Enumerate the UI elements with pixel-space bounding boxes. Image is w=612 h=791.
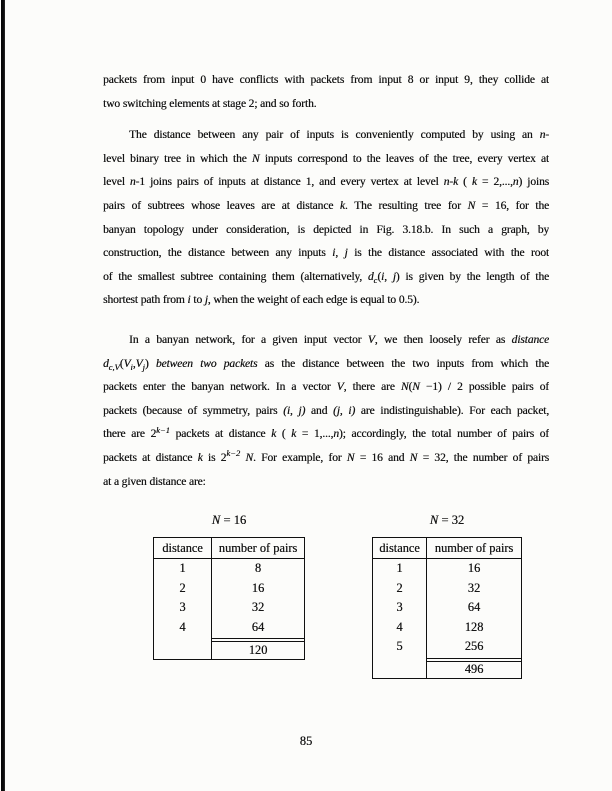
text-segment: )	[144, 356, 156, 370]
text-segment: n	[539, 128, 546, 142]
distance-cell: 3	[179, 600, 186, 615]
text-segment: . For example, for	[253, 450, 347, 464]
text-segment: n	[129, 175, 136, 189]
distance-cell: 3	[396, 600, 403, 615]
tables-row	[0, 512, 612, 712]
text-segment: packets from input 0 have conflicts with packets from input 8 or input 9, they collide at	[103, 73, 549, 86]
text-segment: level binary tree in which the	[103, 151, 252, 165]
empty-cell	[373, 657, 426, 679]
text-segment: inputs correspond to the leaves of the tree, every vertex at	[259, 151, 549, 165]
text-segment: = 16	[220, 513, 247, 527]
text-segment: N	[412, 380, 420, 394]
table-n32-body	[373, 559, 521, 678]
distance-cell: 5	[396, 639, 403, 654]
table-n16-grid	[153, 537, 305, 660]
empty-cell	[154, 637, 211, 659]
text-segment: distance	[511, 332, 549, 346]
text-line	[103, 194, 549, 218]
text-segment: are indistinguishable). For each packet,	[355, 403, 549, 417]
text-segment: packets enter the banyan network. In a vector	[103, 380, 337, 394]
text-segment: (	[119, 356, 124, 370]
text-segment: -1 joins pairs of inputs at distance 1, and every vertex at level	[135, 175, 444, 189]
pairs-cell: 64	[467, 600, 481, 615]
text-segment: . The resulting tree for	[344, 198, 468, 212]
table-n32-header-row	[373, 538, 521, 559]
text-segment: V	[135, 356, 143, 370]
text-segment: k−2	[226, 448, 241, 459]
distance-cell: 4	[179, 619, 186, 634]
total-pairs-cell: 120	[248, 642, 268, 657]
paragraph-banyan-pairs	[103, 328, 549, 493]
text-line	[103, 123, 549, 147]
text-segment: N	[245, 450, 253, 464]
text-segment: k−1	[156, 424, 170, 435]
pairs-column	[212, 559, 304, 659]
text-line	[103, 470, 549, 494]
text-segment: at a given distance are:	[103, 474, 206, 488]
text-segment: N	[251, 151, 260, 165]
text-segment: i	[130, 361, 133, 372]
text-line	[103, 446, 549, 470]
page-number: 85	[299, 734, 313, 748]
text-line	[103, 92, 549, 116]
text-segment: packets at distance	[103, 450, 198, 464]
text-segment: n-k	[443, 175, 458, 189]
pairs-cell: 8	[254, 561, 262, 576]
text-line	[103, 288, 549, 312]
pairs-cell: 256	[464, 639, 484, 654]
text-segment: V	[123, 356, 131, 370]
text-segment: n	[333, 427, 339, 441]
text-segment: (i, j)	[283, 403, 306, 417]
text-segment: N	[467, 198, 476, 212]
text-segment: (	[377, 269, 382, 283]
text-segment: level	[103, 175, 130, 189]
distance-cell: 1	[396, 561, 403, 576]
paragraph-distance-tree	[103, 123, 549, 312]
text-segment: V	[336, 380, 344, 394]
text-segment: = 2,...,	[476, 175, 513, 189]
text-segment: (	[457, 175, 472, 189]
text-segment: ); accordingly, the total number of pairs of	[338, 427, 549, 441]
table-n32	[372, 512, 522, 679]
text-segment: j	[142, 361, 145, 372]
paragraph-conflicts	[103, 68, 549, 115]
text-segment: = 32	[438, 513, 465, 527]
text-segment: N	[429, 513, 439, 527]
table-n16-body	[154, 559, 304, 659]
text-segment: between two packets	[155, 356, 258, 370]
text-segment: is	[202, 450, 221, 464]
body-text	[103, 68, 549, 493]
pairs-cell: 16	[467, 561, 481, 576]
text-segment: = 16, for the	[475, 198, 549, 212]
text-segment: two switching elements at stage 2; and so forth.	[103, 96, 317, 110]
table-n16-caption	[153, 512, 305, 537]
text-segment: , there are	[343, 380, 401, 394]
text-line	[103, 328, 549, 352]
table-n16	[153, 512, 305, 660]
header-distance: distance	[373, 538, 427, 558]
text-line	[103, 265, 549, 289]
text-line	[103, 68, 549, 92]
text-segment: packets at distance	[169, 427, 272, 441]
text-segment: N	[346, 450, 355, 464]
text-line	[103, 375, 549, 399]
text-line	[103, 399, 549, 423]
text-line	[103, 241, 549, 265]
distance-cell: 1	[179, 561, 186, 576]
text-segment: ) is given by the length of the	[395, 269, 549, 283]
text-line	[103, 422, 549, 446]
text-segment: N	[400, 380, 409, 394]
pairs-cell: 32	[251, 600, 265, 615]
text-segment: (j, i)	[332, 403, 356, 417]
text-segment: The distance between any pair of inputs is conveniently computed by using an	[129, 128, 540, 142]
text-segment: k	[291, 427, 297, 441]
text-segment: d	[103, 356, 109, 370]
text-segment: ,	[384, 269, 393, 283]
distance-cell: 4	[396, 619, 403, 634]
header-number-of-pairs: number of pairs	[434, 540, 514, 555]
text-segment: (	[408, 380, 413, 394]
text-segment: = 16 and	[354, 450, 410, 464]
text-segment: N	[409, 450, 418, 464]
text-line	[103, 352, 549, 376]
text-segment: c	[373, 274, 378, 285]
pairs-column	[427, 559, 521, 678]
table-n32-caption	[372, 512, 522, 537]
text-segment: k	[339, 198, 345, 212]
text-segment: ,	[335, 246, 345, 260]
text-segment: , when the weight of each edge is equal to 0.5).	[207, 293, 420, 307]
text-segment: -	[545, 128, 549, 142]
pairs-cell: 32	[467, 580, 481, 595]
text-segment: , we then loosely refer as	[374, 332, 512, 346]
text-segment: V	[367, 332, 375, 346]
text-segment: = 1,...,	[296, 427, 334, 441]
distance-column	[154, 559, 212, 659]
text-segment: k	[471, 175, 477, 189]
text-segment: shortest path from	[103, 293, 188, 307]
text-segment: i	[332, 246, 336, 260]
text-segment: j	[344, 246, 348, 260]
text-segment: i	[381, 269, 385, 283]
text-segment: k	[271, 427, 277, 441]
text-segment: construction, the distance between any inputs	[103, 246, 333, 260]
text-segment: 2	[150, 427, 157, 441]
pairs-cell: 128	[464, 619, 484, 634]
distance-cell: 2	[179, 580, 186, 595]
text-line	[103, 147, 549, 171]
header-distance: distance	[154, 538, 212, 558]
text-segment: k	[197, 450, 203, 464]
header-number-of-pairs: number of pairs	[218, 540, 298, 555]
text-line	[103, 218, 549, 242]
total-pairs-cell: 496	[464, 662, 484, 677]
table-n32-grid	[372, 537, 522, 679]
text-segment: c,V	[108, 361, 120, 372]
text-segment: ,	[132, 356, 136, 370]
distance-column	[373, 559, 427, 678]
table-n16-header-row	[154, 538, 304, 559]
text-segment: is the distance associated with the root	[347, 246, 549, 260]
text-segment: i	[187, 293, 191, 307]
text-segment: there are	[103, 427, 151, 441]
text-segment: packets (because of symmetry, pairs	[103, 403, 284, 417]
text-segment: pairs of subtrees whose leaves are at distance	[103, 198, 340, 212]
distance-cell: 2	[396, 580, 403, 595]
text-segment: (	[276, 427, 292, 441]
text-segment: d	[367, 269, 374, 283]
text-segment: as the distance between the two inputs from which the	[257, 356, 549, 370]
text-segment: to	[190, 293, 205, 307]
pairs-cell: 16	[251, 580, 265, 595]
text-segment: N	[211, 513, 221, 527]
text-segment: of the smallest subtree containing them (alternatively,	[103, 269, 368, 283]
text-segment: In a banyan network, for a given input vector	[129, 332, 368, 346]
text-segment: j	[392, 269, 396, 283]
text-segment: and	[305, 403, 333, 417]
text-segment: j	[204, 293, 208, 307]
text-segment: ) joins	[518, 175, 549, 189]
pairs-cell: 64	[251, 619, 265, 634]
text-segment: banyan topology under consideration, is depicted in Fig. 3.18.b. In such a graph, by	[103, 222, 549, 236]
text-segment: = 32, the number of pairs	[417, 450, 549, 464]
text-segment: n	[512, 175, 519, 189]
text-segment: 2	[220, 450, 227, 464]
text-line	[103, 170, 549, 194]
text-segment: −1) / 2 possible pairs of	[419, 380, 549, 394]
